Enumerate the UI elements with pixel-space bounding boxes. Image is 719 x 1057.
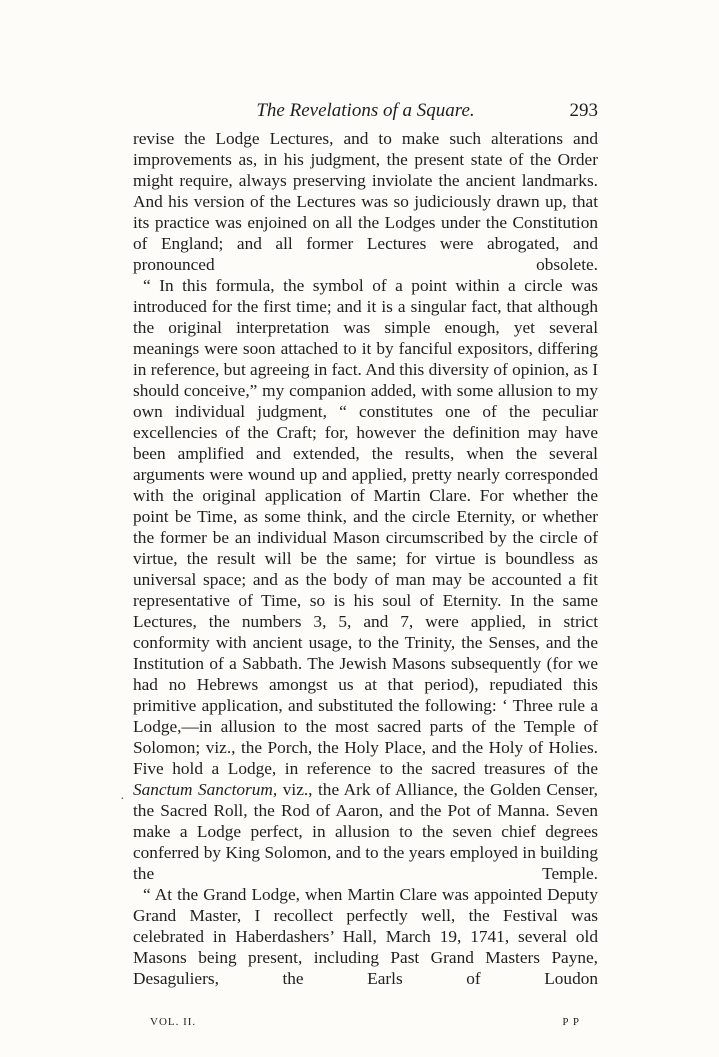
italic-sanctum-sanctorum: Sanctum Sanctorum,	[133, 780, 278, 799]
volume-signature: VOL. II.	[150, 1016, 197, 1028]
page-header	[133, 98, 598, 126]
margin-mark: ·	[120, 792, 125, 807]
paragraph-formula	[133, 275, 598, 884]
page-footer	[150, 1016, 580, 1034]
paragraph-formula-end: viz., the Ark of Alliance, the Golden Censer, the Sacred Roll, the Rod of Aaron, and the Pot of Manna. Seven make a Lodge perfect, in allusion to the seven chief degrees conferred by King Solomon, and to the years employed in building the Temple.	[133, 780, 598, 883]
gathering-signature: P P	[562, 1016, 580, 1028]
page-number: 293	[569, 100, 598, 121]
running-title: The Revelations of a Square.	[256, 100, 475, 121]
body-text	[133, 128, 598, 989]
paragraph-formula-text: “ In this formula, the symbol of a point within a circle was introduced for the first time; and it is a singular fact, that although the original interpretation was simple enough, yet several meanings were soon attached to it by fanciful expositors, differing in reference, but agreeing in fact. And this diversity of opinion, as I should conceive,” my companion added, with some allusion to my own individual judgment, “ constitutes one of the peculiar excellencies of the Craft; for, however the definition may have been amplified and extended, the results, when the several arguments were wound up and applied, pretty nearly corresponded with the original application of Martin Clare. For whether the point be Time, as some think, and the circle Eternity, or whether the former be an individual Mason circumscribed by the circle of virtue, the result will be the same; for virtue is boundless as universal space; and as the body of man may be accounted a fit representative of Time, so is his soul of Eternity. In the same Lectures, the numbers 3, 5, and 7, were applied, in strict conformity with ancient usage, to the Trinity, the Senses, and the Institution of a Sabbath. The Jewish Masons subsequently (for we had no Hebrews amongst us at that period), repudiated this primitive application, and substituted the following: ‘ Three rule a Lodge,—in allusion to the most sacred parts of the Temple of Solomon; viz., the Porch, the Holy Place, and the Holy of Holies. Five hold a Lodge, in reference to the sacred treasures of the	[133, 276, 599, 778]
paragraph-grand-lodge: “ At the Grand Lodge, when Martin Clare was appointed Deputy Grand Master, I recollect perfectly well, the Festival was celebrated in Haberdashers’ Hall, March 19, 1741, several old Masons being present, including Past Grand Masters Payne, Desaguliers, the Earls of Loudon	[133, 885, 598, 988]
paragraph-continued: revise the Lodge Lectures, and to make such alterations and improvements as, in his judgment, the present state of the Order might require, always preserving inviolate the ancient landmarks. And his version of the Lectures was so judiciously drawn up, that its practice was enjoined on all the Lodges under the Constitution of England; and all former Lectures were abrogated, and pronounced obsolete.	[133, 129, 598, 274]
